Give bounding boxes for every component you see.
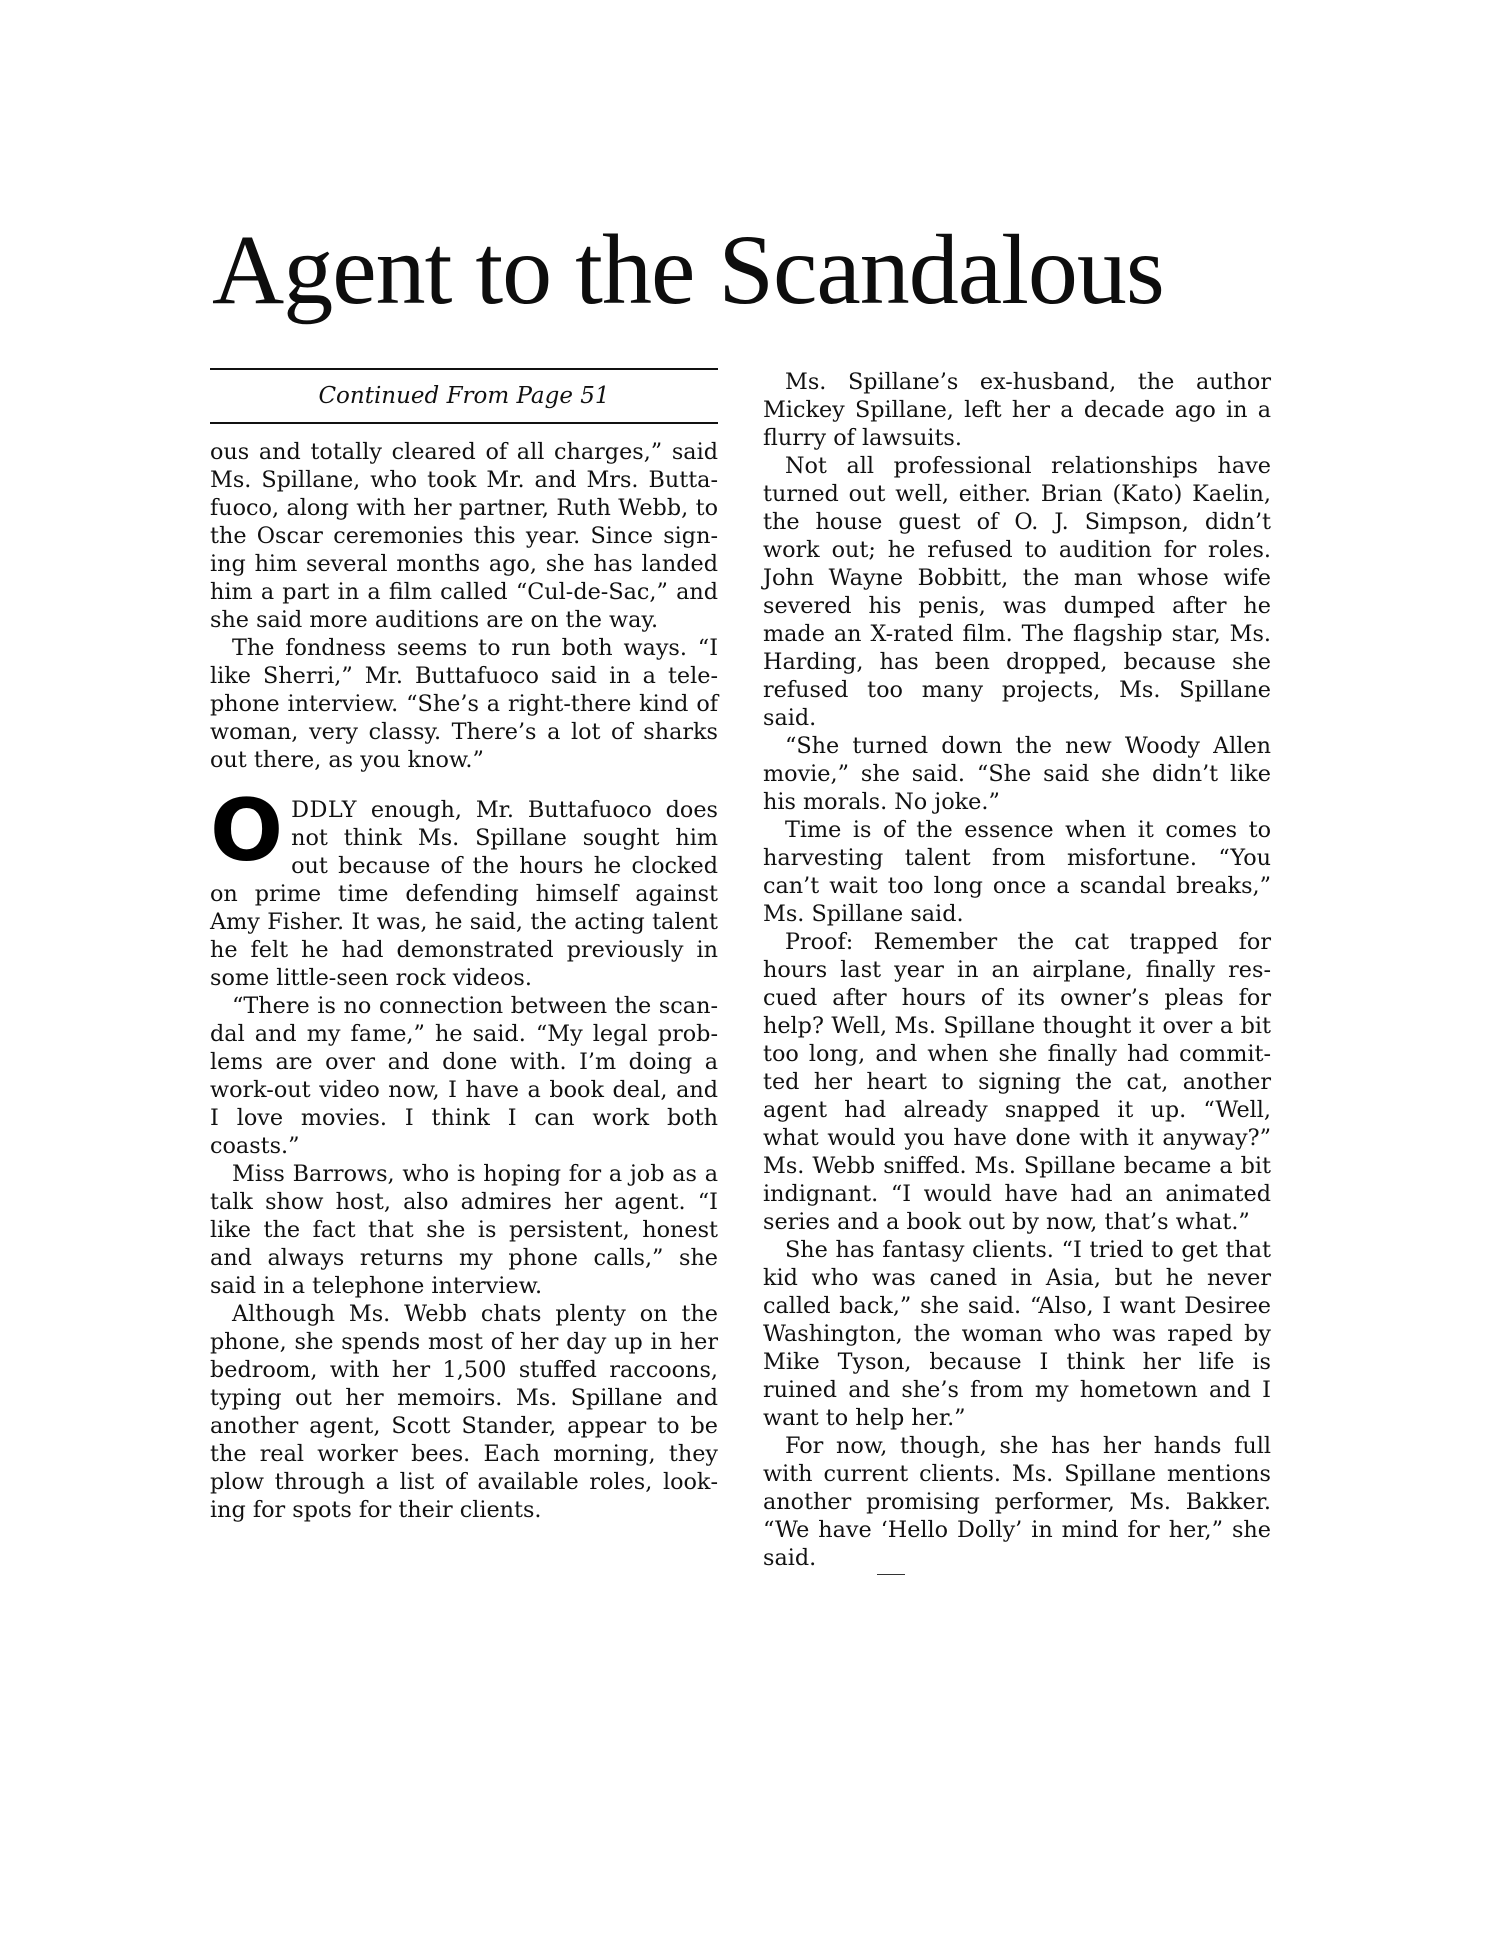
article-paragraph: Although Ms. Webb chats plenty on the phone, she spends most of her day up in her bedroom, with her 1,500 stuffed raccoons, typing out her memoirs. Ms. Spillane and another agent, Scott Stander, appear to be the real worker bees. Each morning, they plow through a list of available roles, looking for spots for their clients.: [210, 1301, 718, 1523]
paragraph-text: enough, Mr. Buttafuoco does not think Ms. Spillane sought him out because of the hours he clocked on prime time defending himself against Amy Fisher. It was, he said, the acting talent he felt he had demonstrated previously in some little-seen rock videos.: [210, 797, 718, 991]
right-column: [763, 368, 1271, 1572]
article-paragraph: Ms. Spillane’s ex-husband, the author Mickey Spillane, left her a decade ago in a flurry of lawsuits.: [763, 369, 1271, 451]
lead-in-word: DDLY: [291, 797, 357, 823]
end-rule: [877, 1574, 905, 1575]
left-column: [210, 368, 718, 1524]
article-paragraph: ous and totally cleared of all charges,” said Ms. Spillane, who took Mr. and Mrs. Buttafuoco, along with her partner, Ruth Webb, to the Oscar ceremonies this year. Since signing him several months ago, she has landed him a part in a film called “Cul-de-Sac,” and she said more auditions are on the way.: [210, 439, 718, 633]
article-paragraph: Proof: Remember the cat trapped for hours last year in an airplane, finally rescued after hours of its owner’s pleas for help? Well, Ms. Spillane thought it over a bit too long, and when she finally had committed her heart to signing the cat, another agent had already snapped it up. “Well, what would you have done with it anyway?” Ms. Webb sniffed. Ms. Spillane became a bit indignant. “I would have had an animated series and a book out by now, that’s what.”: [763, 929, 1271, 1235]
article-paragraph: The fondness seems to run both ways. “I like Sherri,” Mr. Buttafuoco said in a telephone interview. “She’s a right-there kind of woman, very classy. There’s a lot of sharks out there, as you know.”: [210, 635, 718, 773]
article-paragraph: “She turned down the new Woody Allen movie,” she said. “She said she didn’t like his morals. No joke.”: [763, 733, 1271, 815]
continued-from-line: Continued From Page 51: [210, 368, 718, 424]
drop-cap-letter: O: [210, 781, 284, 881]
article-paragraph: She has fantasy clients. “I tried to get that kid who was caned in Asia, but he never called back,” she said. “Also, I want Desiree Washington, the woman who was raped by Mike Tyson, because I think her life is ruined and she’s from my hometown and I want to help her.”: [763, 1237, 1271, 1431]
article-paragraph: For now, though, she has her hands full with current clients. Ms. Spillane mentions another promising performer, Ms. Bakker. “We have ‘Hello Dolly’ in mind for her,” she said.: [763, 1433, 1271, 1571]
article-paragraph: “There is no connection between the scandal and my fame,” he said. “My legal problems are over and done with. I’m doing a work-out video now, I have a book deal, and I love movies. I think I can work both coasts.”: [210, 993, 718, 1159]
article-paragraph-dropcap: [210, 781, 718, 992]
headline: Agent to the Scandalous: [212, 214, 1164, 325]
article-paragraph: Miss Barrows, who is hoping for a job as a talk show host, also admires her agent. “I like the fact that she is persistent, honest and always returns my phone calls,” she said in a telephone interview.: [210, 1161, 718, 1299]
article-paragraph: Not all professional relationships have turned out well, either. Brian (Kato) Kaelin, the house guest of O. J. Simpson, didn’t work out; he refused to audition for roles. John Wayne Bobbitt, the man whose wife severed his penis, was dumped after he made an X-rated film. The flagship star, Ms. Harding, has been dropped, because she refused too many projects, Ms. Spillane said.: [763, 453, 1271, 731]
article-paragraph: Time is of the essence when it comes to harvesting talent from misfortune. “You can’t wait too long once a scandal breaks,” Ms. Spillane said.: [763, 817, 1271, 927]
